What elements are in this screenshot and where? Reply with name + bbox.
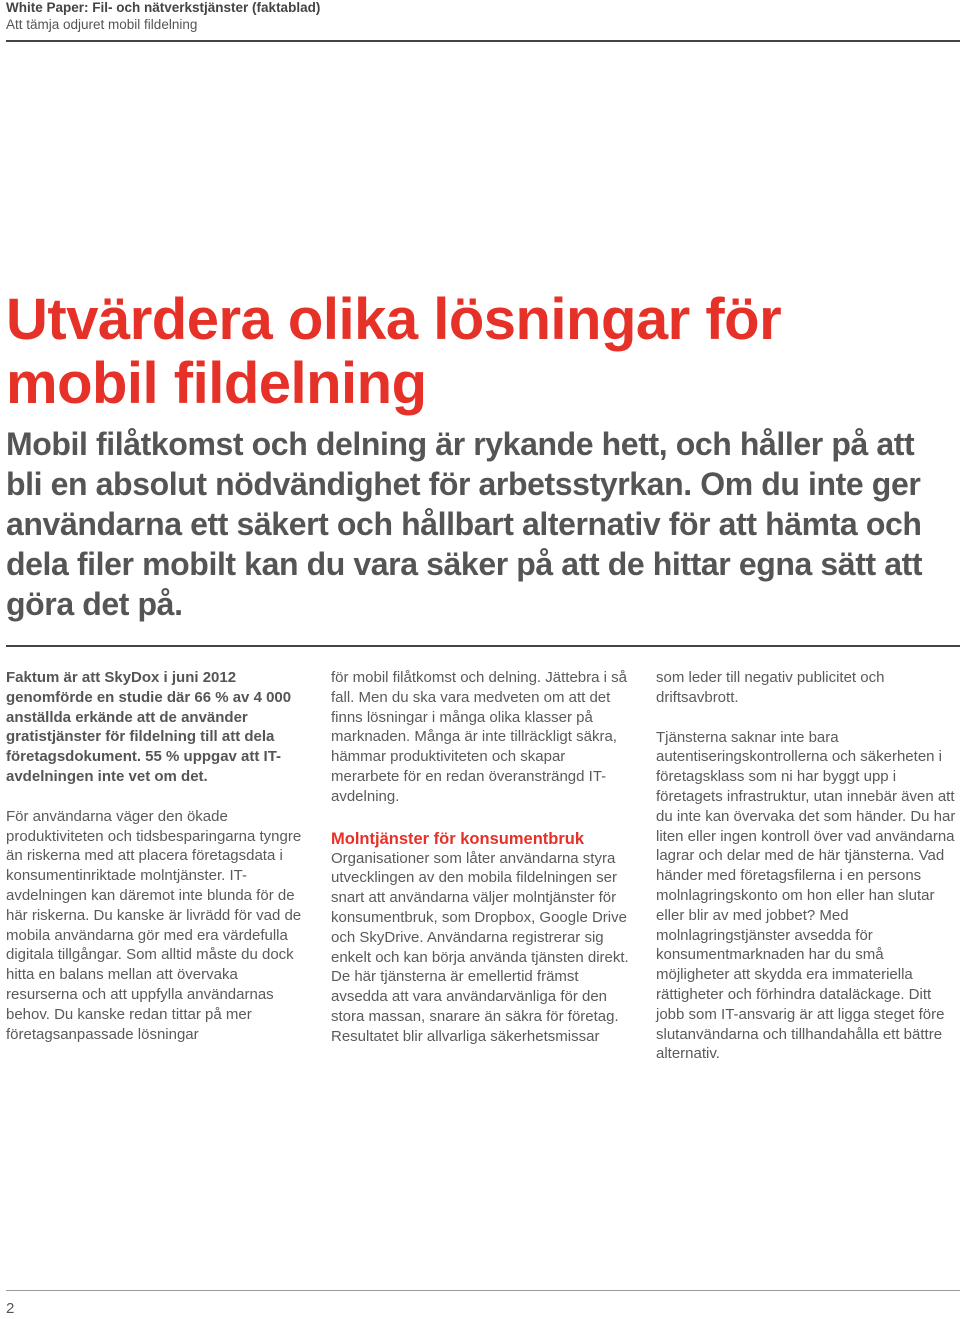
body-paragraph: för mobil filåtkomst och delning. Jättebra i så fall. Men du ska vara medveten om att det finns lösningar i många olika klasser på marknaden. Många är inte tillräckligt säkra, hämmar produktiviteten och skapar merarbete för en redan överansträngd IT-avdelning.: [331, 669, 627, 805]
text-column-2: [331, 668, 635, 1047]
header-divider: [6, 40, 960, 42]
document-header: [6, 0, 960, 34]
section-subheading: Molntjänster för konsumentbruk: [331, 829, 585, 848]
header-subtitle: Att tämja odjuret mobil fildelning: [6, 17, 198, 32]
body-paragraph: För användarna väger den ökade produktiviteten och tidsbesparingarna tyngre än riskerna med att placera företagsdata i konsumentinriktade molntjänster. IT-avdelningen kan däremot inte blunda för de här riskerna. Du kanske är livrädd för vad de mobila användarna gör med era värdefulla digitala tillgångar. Som alltid måste du dock hitta en balans mellan att övervaka resurserna och att uppfylla användarnas behov. Du kanske redan tittar på mer företagsanpassade lösningar: [6, 807, 302, 1043]
page-title: Utvärdera olika lösningar för mobil fildelning: [6, 287, 782, 416]
page-number: 2: [6, 1300, 15, 1317]
body-paragraph: Organisationer som låter användarna styra utvecklingen av den mobila fildelningen ser snart att användarna väljer molntjänster för konsumentbruk, som Dropbox, Google Drive och SkyDrive. Användarna registrerar sig enkelt och kan börja använda tjänsten direkt. De här tjänsterna är emellertid främst avsedda att vara användarvänliga för den stora massan, snarare än säkra för företag. Resultatet blir allvarliga säkerhetsmissar: [331, 849, 629, 1045]
text-column-3: [656, 668, 960, 1064]
section-divider: [6, 645, 960, 647]
text-column-1: [6, 668, 302, 1044]
header-title: White Paper: Fil- och nätverkstjänster (faktablad): [6, 0, 321, 15]
lead-paragraph: Mobil filåtkomst och delning är rykande hett, och håller på att bli en absolut nödvändighet för arbetsstyrkan. Om du inte ger användarna ett säkert och hållbart alternativ för att hämta och dela filer mobilt kan du vara säker på att de hittar egna sätt att göra det på.: [6, 426, 923, 622]
intro-bold-paragraph: Faktum är att SkyDox i juni 2012 genomförde en studie där 66 % av 4 000 anställda erkände att de använder gratistjänster för fildelning till att dela företagsdokument. 55 % uppgav att IT-avdelningen inte vet om det.: [6, 669, 292, 785]
body-paragraph: Tjänsterna saknar inte bara autentiseringskontrollerna och säkerheten i företagsklass som ni har byggt upp i företagets infrastruktur, utan innebär även att du inte kan övervaka det som händer. Du har liten eller ingen kontroll över vad användarna lagrar och delar med de här tjänsterna. Vad händer med företagsfilerna i en persons molnlagringskonto om hon eller han slutar eller blir av med jobbet? Med molnlagringstjänster avsedda för konsumentmarknaden har du små möjligheter att skydda era immateriella rättigheter och förhindra dataläckage. Ditt jobb som IT-ansvarig är att ligga steget före slutanvändarna och tillhandahålla ett bättre alternativ.: [656, 728, 956, 1063]
footer-divider: [6, 1290, 960, 1291]
body-paragraph: som leder till negativ publicitet och driftsavbrott.: [656, 669, 885, 706]
